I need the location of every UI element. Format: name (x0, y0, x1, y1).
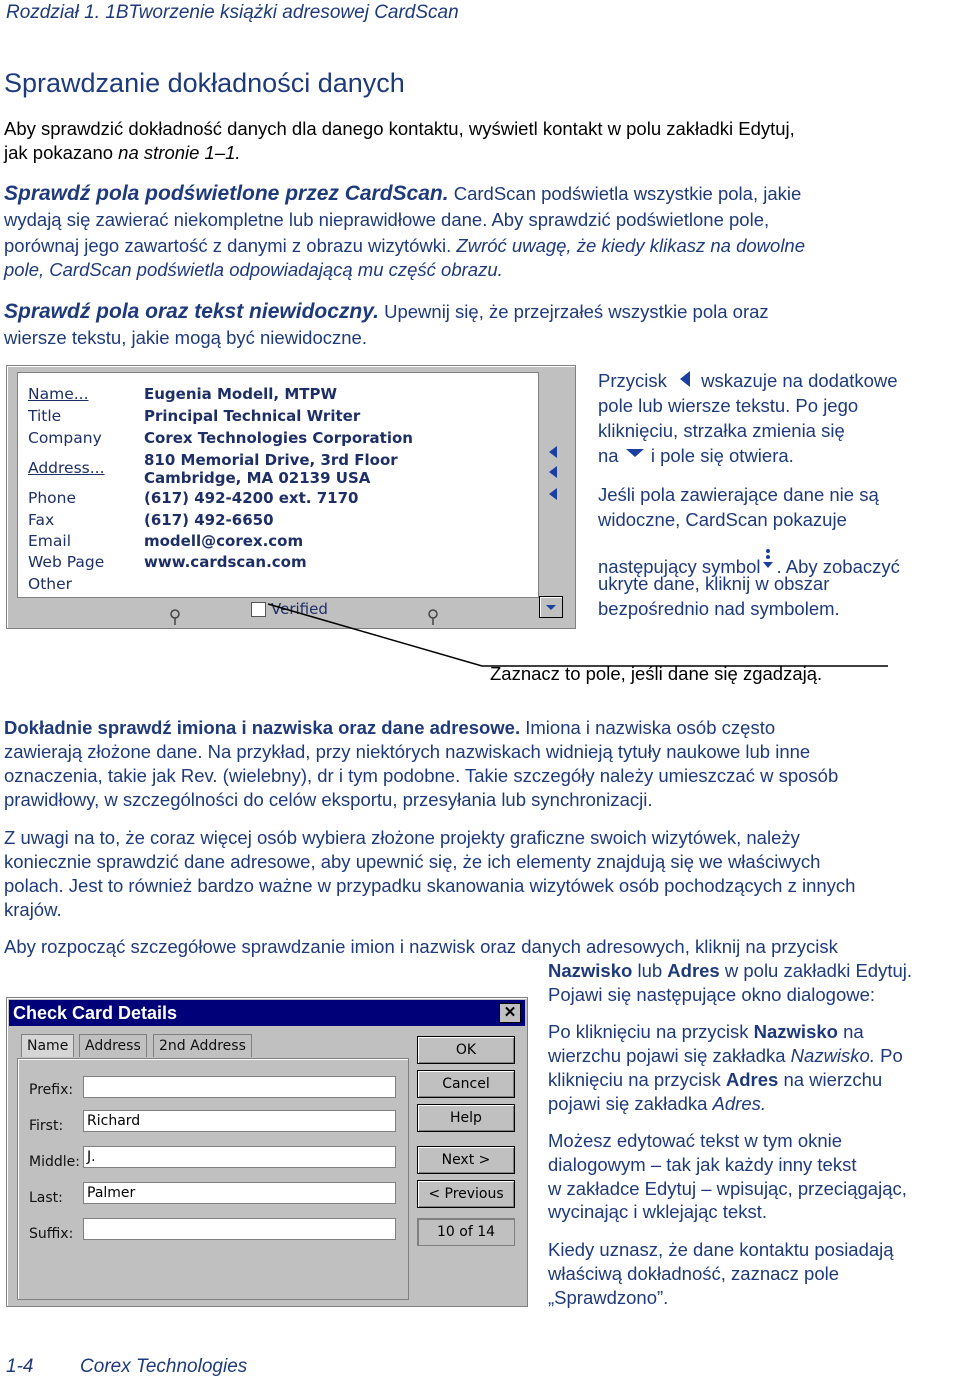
previous-button[interactable]: < Previous (417, 1180, 515, 1208)
section-title: Sprawdzanie dokładności danych (4, 68, 405, 98)
expand-arrows-icon[interactable] (547, 444, 559, 524)
running-header: Rozdział 1. 1BTworzenie książki adresowej CardScan (6, 2, 459, 23)
label-first: First: (29, 1118, 64, 1134)
field-label-other: Other (28, 575, 73, 593)
dialog-titlebar: Check Card Details ✕ (9, 1000, 525, 1026)
para1-line-3: oznaczenia, takie jak Rev. (wielebny), dr i tym podobne. Takie szczegóły należy umieszczać w sposób (4, 765, 839, 786)
footer (6, 1356, 247, 1378)
field-value-phone[interactable]: (617) 492-4200 ext. 7170 (144, 489, 359, 507)
item1-line-3: porównaj jego zawartość z danymi z obrazu wizytówki. Zwróć uwagę, że kiedy klikasz na dowolne (4, 235, 806, 256)
footer-company: Corex Technologies (80, 1356, 248, 1377)
item2-line-2: wiersze tekstu, jakie mogą być niewidoczne. (4, 327, 367, 348)
right-line-10: właściwą dokładność, zaznacz pole (548, 1263, 840, 1284)
field-label-title: Title (28, 407, 62, 425)
cancel-button[interactable]: Cancel (417, 1070, 515, 1098)
note-line-3: kliknięciu, strzałka zmienia się (598, 420, 845, 441)
para3-line-1: Aby rozpocząć szczegółowe sprawdzanie imion i nazwisk oraz danych adresowych, kliknij na przycisk (4, 936, 838, 957)
prefix-input[interactable] (83, 1076, 396, 1098)
para1-line-2: zawierają złożone dane. Na przykład, przy niektórych nazwiskach widnieją tytuły naukowe lub inne (4, 741, 811, 762)
tab-2nd-address[interactable]: 2nd Address (153, 1034, 252, 1057)
field-value-fax[interactable]: (617) 492-6650 (144, 511, 274, 529)
card-details-screenshot (6, 365, 576, 629)
last-input[interactable]: Palmer (83, 1182, 396, 1204)
next-button[interactable]: Next > (417, 1146, 515, 1174)
note-line-7: następujący symbol . Aby zobaczyć (598, 547, 900, 579)
para2-line-1: Z uwagi na to, że coraz więcej osób wybiera złożone projekty graficzne swoich wizytówek, należy (4, 827, 800, 848)
right-line-8: wycinając i wklejając tekst. (548, 1201, 767, 1222)
close-icon[interactable]: ✕ (499, 1003, 521, 1023)
right-line-9: Kiedy uznasz, że dane kontaktu posiadają (548, 1239, 894, 1260)
item2-line-1: Sprawdź pola oraz tekst niewidoczny. Upewnij się, że przejrzałeś wszystkie pola oraz (4, 300, 769, 323)
note-line-1: Przycisk wskazuje na dodatkowe (598, 370, 898, 391)
hidden-symbol-icon (760, 547, 776, 575)
para2-line-2: koniecznie sprawdzić dane adresowe, aby upewnić się, że ich elementy znajdują się we właściwych (4, 851, 821, 872)
para3-line-2: Nazwisko lub Adres w polu zakładki Edytuj. (548, 960, 913, 981)
item1-line-4: pole, CardScan podświetla odpowiadającą mu część obrazu. (4, 259, 503, 280)
right-line-11: „Sprawdzono”. (548, 1287, 669, 1308)
field-value-email[interactable]: modell@corex.com (144, 532, 304, 550)
page-number: 1-4 (6, 1356, 34, 1377)
callout-text: Zaznacz to pole, jeśli dane się zgadzają. (490, 663, 823, 684)
verified-label: Verified (271, 600, 328, 618)
field-label-phone: Phone (28, 489, 77, 507)
suffix-input[interactable] (83, 1218, 396, 1240)
right-line-1: Po kliknięciu na przycisk Nazwisko na (548, 1021, 864, 1042)
ok-button[interactable]: OK (417, 1036, 515, 1064)
right-line-6: dialogowym – tak jak każdy inny tekst (548, 1154, 857, 1175)
field-label-web: Web Page (28, 553, 105, 571)
record-counter: 10 of 14 (417, 1218, 515, 1246)
field-value-name[interactable]: Eugenia Modell, MTPW (144, 385, 338, 403)
field-label-address[interactable]: Address... (28, 459, 105, 477)
note-line-4: na i pole się otwiera. (598, 445, 794, 466)
left-arrow-icon (672, 369, 696, 389)
field-label-email: Email (28, 532, 72, 550)
para1-line-4: prawidłowy, w szczególności do celów eksportu, przesyłania lub synchronizacji. (4, 789, 653, 810)
field-value-web[interactable]: www.cardscan.com (144, 553, 307, 571)
label-suffix: Suffix: (29, 1226, 74, 1242)
tab-address[interactable]: Address (79, 1034, 147, 1057)
help-button[interactable]: Help (417, 1104, 515, 1132)
field-label-name[interactable]: Name... (28, 385, 89, 403)
note-line-8: ukryte dane, kliknij w obszar (598, 573, 830, 594)
right-line-3: kliknięciu na przycisk Adres na wierzchu (548, 1069, 883, 1090)
item1-line-2: wydają się zawierać niekompletne lub nieprawidłowe dane. Aby sprawdzić podświetlone pole, (4, 209, 770, 230)
field-value-address-1[interactable]: 810 Memorial Drive, 3rd Floor (144, 451, 398, 469)
tab-name[interactable]: Name (21, 1034, 74, 1057)
note-line-6: widoczne, CardScan pokazuje (598, 509, 847, 530)
intro-line-2: jak pokazano na stronie 1–1. (4, 142, 241, 163)
para2-line-3: polach. Jest to również bardzo ważne w przypadku skanowania wizytówek osób pochodzących z innych (4, 875, 856, 896)
field-value-company[interactable]: Corex Technologies Corporation (144, 429, 413, 447)
note-line-9: bezpośrednio nad symbolem. (598, 598, 840, 619)
para1-line-1: Dokładnie sprawdź imiona i nazwiska oraz dane adresowe. Imiona i nazwiska osób często (4, 717, 776, 738)
right-line-4: pojawi się zakładka Adres. (548, 1093, 766, 1114)
note-line-5: Jeśli pola zawierające dane nie są (598, 484, 879, 505)
first-input[interactable]: Richard (83, 1110, 396, 1132)
field-value-address-2[interactable]: Cambridge, MA 02139 USA (144, 469, 371, 487)
right-line-2: wierzchu pojawi się zakładka Nazwisko. Po (548, 1045, 903, 1066)
note-line-2: pole lub wiersze tekstu. Po jego (598, 395, 859, 416)
right-line-7: w zakładce Edytuj – wpisując, przeciągając, (548, 1178, 907, 1199)
para3-line-3: Pojawi się następujące okno dialogowe: (548, 984, 876, 1005)
card-fields-area (17, 372, 539, 598)
down-arrow-icon (624, 446, 646, 460)
label-last: Last: (29, 1190, 63, 1206)
item1-line-1: Sprawdź pola podświetlone przez CardScan. CardScan podświetla wszystkie pola, jakie (4, 182, 802, 205)
label-middle: Middle: (29, 1154, 80, 1170)
para2-line-4: krajów. (4, 899, 62, 920)
middle-input[interactable]: J. (83, 1146, 396, 1168)
right-line-5: Możesz edytować tekst w tym oknie (548, 1130, 843, 1151)
intro-line-1: Aby sprawdzić dokładność danych dla danego kontaktu, wyświetl kontakt w polu zakładki Edytuj, (4, 118, 795, 139)
field-label-fax: Fax (28, 511, 55, 529)
check-card-details-dialog (6, 997, 528, 1307)
field-label-company: Company (28, 429, 102, 447)
field-value-title[interactable]: Principal Technical Writer (144, 407, 361, 425)
label-prefix: Prefix: (29, 1082, 74, 1098)
hidden-data-icon[interactable] (169, 608, 181, 626)
